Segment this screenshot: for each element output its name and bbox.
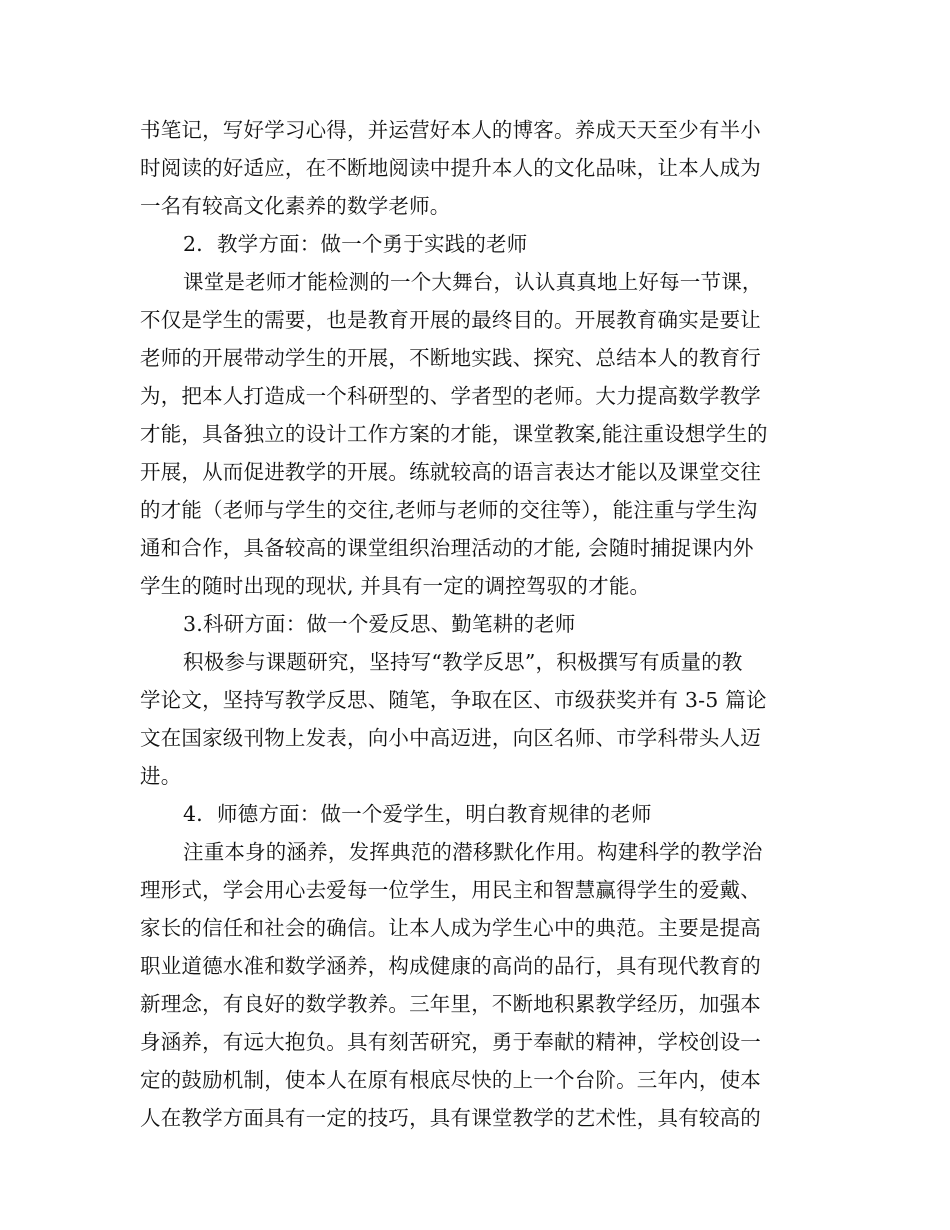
paragraph-line: 书笔记，写好学习心得，并运营好本人的博客。养成天天至少有半小	[140, 118, 761, 142]
paragraph-line: 理形式，学会用心去爱每一位学生，用民主和智慧赢得学生的爱戴、	[140, 878, 761, 902]
paragraph-line: 人在教学方面具有一定的技巧，具有课堂教学的艺术性，具有较高的	[140, 1106, 761, 1130]
paragraph-line: 才能，具备独立的设计工作方案的才能，课堂教案,能注重设想学生的	[140, 422, 768, 446]
paragraph-line: 老师的开展带动学生的开展，不断地实践、探究、总结本人的教育行	[140, 346, 761, 370]
section-heading-teaching: 2．教学方面：做一个勇于实践的老师	[183, 232, 528, 256]
paragraph-line: 学论文，坚持写教学反思、随笔，争取在区、市级获奖并有 3-5 篇论	[140, 688, 767, 712]
paragraph-line: 不仅是学生的需要，也是教育开展的最终目的。开展教育确实是要让	[140, 308, 761, 332]
paragraph-line: 开展，从而促进教学的开展。练就较高的语言表达才能以及课堂交往	[140, 460, 761, 484]
paragraph-line: 一名有较高文化素养的数学老师。	[140, 194, 451, 218]
paragraph-line: 身涵养，有远大抱负。具有刻苦研究，勇于奉献的精神，学校创设一	[140, 1030, 761, 1054]
section-heading-ethics: 4．师德方面：做一个爱学生，明白教育规律的老师	[183, 802, 652, 826]
paragraph-line: 注重本身的涵养，发挥典范的潜移默化作用。构建科学的教学治	[183, 840, 763, 864]
paragraph-line: 进。	[140, 764, 182, 788]
paragraph-line: 课堂是老师才能检测的一个大舞台，认认真真地上好每一节课，	[183, 270, 763, 294]
paragraph-line: 通和合作，具备较高的课堂组织治理活动的才能, 会随时捕捉课内外	[140, 536, 754, 560]
paragraph-line: 时阅读的好适应，在不断地阅读中提升本人的文化品味，让本人成为	[140, 156, 761, 180]
paragraph-line: 学生的随时出现的现状, 并具有一定的调控驾驭的才能。	[140, 574, 651, 598]
paragraph-line: 积极参与课题研究，坚持写“教学反思”，积极撰写有质量的教	[183, 650, 743, 674]
paragraph-line: 的才能（老师与学生的交往,老师与老师的交往等），能注重与学生沟	[140, 498, 758, 522]
paragraph-line: 职业道德水准和数学涵养，构成健康的高尚的品行，具有现代教育的	[140, 954, 761, 978]
paragraph-line: 文在国家级刊物上发表，向小中高迈进，向区名师、市学科带头人迈	[140, 726, 761, 750]
paragraph-line: 新理念，有良好的数学教养。三年里，不断地积累教学经历，加强本	[140, 992, 761, 1016]
paragraph-line: 家长的信任和社会的确信。让本人成为学生心中的典范。主要是提高	[140, 916, 761, 940]
section-heading-research: 3.科研方面：做一个爱反思、勤笔耕的老师	[183, 612, 576, 636]
paragraph-line: 为，把本人打造成一个科研型的、学者型的老师。大力提高数学教学	[140, 384, 761, 408]
paragraph-line: 定的鼓励机制，使本人在原有根底尽快的上一个台阶。三年内，使本	[140, 1068, 761, 1092]
